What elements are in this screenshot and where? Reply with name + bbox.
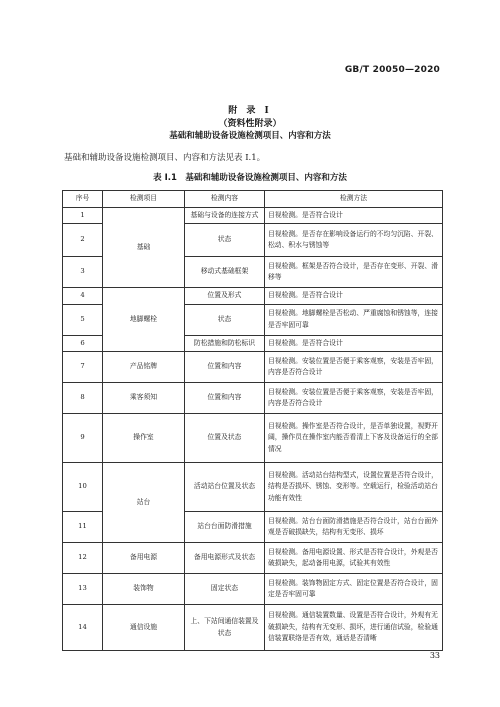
column-header-content: 检测内容 — [185, 191, 265, 208]
table-row — [63, 543, 443, 574]
row-method: 目视检测。备用电源设置、形式是否符合设计，外观是否破损缺失，起动备用电源，试验其有效性 — [265, 543, 443, 574]
page-number: 33 — [429, 651, 440, 660]
row-item: 地脚螺栓 — [103, 288, 185, 352]
row-item: 通信设施 — [103, 605, 185, 651]
inspection-table — [62, 190, 443, 651]
row-item: 装饰物 — [103, 574, 185, 605]
row-content: 活动站台位置及状态 — [185, 463, 265, 512]
row-method: 目视检测。安装位置是否便于乘客观察，安装是否牢固，内容是否符合设计 — [265, 352, 443, 383]
row-no: 8 — [63, 383, 103, 414]
row-no: 12 — [63, 543, 103, 574]
table-row — [63, 574, 443, 605]
standard-code: GB/T 20050—2020 — [344, 65, 440, 75]
row-no: 10 — [63, 463, 103, 512]
row-content: 备用电源形式及状态 — [185, 543, 265, 574]
row-content: 状态 — [185, 224, 265, 257]
row-no: 11 — [63, 512, 103, 543]
row-content: 位置和内容 — [185, 383, 265, 414]
row-no: 4 — [63, 288, 103, 305]
row-content: 固定状态 — [185, 574, 265, 605]
row-method: 目视检测。框架是否符合设计，是否存在变形、开裂、滑移等 — [265, 257, 443, 288]
row-item: 备用电源 — [103, 543, 185, 574]
column-header-method: 检测方法 — [265, 191, 443, 208]
column-header-item: 检测项目 — [103, 191, 185, 208]
row-content: 基础与设备的连接方式 — [185, 207, 265, 224]
appendix-subtitle: （资料性附录） — [218, 119, 282, 129]
row-content: 上、下站间通信装置及状态 — [185, 605, 265, 651]
row-no: 14 — [63, 605, 103, 651]
row-content: 站台台面防滑措施 — [185, 512, 265, 543]
row-no: 5 — [63, 304, 103, 335]
table-row — [63, 605, 443, 651]
row-method: 目视检测。是否存在影响设备运行的不均匀沉陷、开裂、松动、积水与锈蚀等 — [265, 224, 443, 257]
appendix-heading: 基础和辅助设备设施检测项目、内容和方法 — [169, 131, 331, 141]
row-content: 移动式基础框架 — [185, 257, 265, 288]
row-content: 防松措施和防松标识 — [185, 335, 265, 352]
row-item: 产品铭牌 — [103, 352, 185, 383]
table-row — [63, 352, 443, 383]
row-method: 目视检测。安装位置是否便于乘客观察，安装是否牢固，内容是否符合设计 — [265, 383, 443, 414]
row-no: 1 — [63, 207, 103, 224]
row-no: 9 — [63, 414, 103, 463]
row-content: 位置及状态 — [185, 414, 265, 463]
row-method: 目视检测。地脚螺栓是否松动、严重腐蚀和锈蚀等，连接是否牢固可靠 — [265, 304, 443, 335]
row-method: 目视检测。通信装置数量、设置是否符合设计，外观有无破损缺失，结构有无变形、损坏，进行通信试验，检验通信装置联络是否有效，通话是否清晰 — [265, 605, 443, 651]
row-item: 乘客须知 — [103, 383, 185, 414]
table-row — [63, 383, 443, 414]
table-caption: 表 I.1 基础和辅助设备设施检测项目、内容和方法 — [153, 173, 347, 183]
row-item: 操作室 — [103, 414, 185, 463]
table-header-row — [63, 191, 443, 208]
row-item: 站台 — [103, 463, 185, 543]
row-method: 目视检测。装饰物固定方式、固定位置是否符合设计，固定是否牢固可靠 — [265, 574, 443, 605]
row-no: 13 — [63, 574, 103, 605]
row-content: 位置和内容 — [185, 352, 265, 383]
row-method: 目视检测。是否符合设计 — [265, 335, 443, 352]
row-method: 目视检测。活动站台结构型式，设置位置是否符合设计，结构是否损坏、锈蚀、变形等。空载运行，检验活动站台功能有效性 — [265, 463, 443, 512]
row-content: 位置及形式 — [185, 288, 265, 305]
row-no: 3 — [63, 257, 103, 288]
table-row — [63, 207, 443, 224]
table-row — [63, 288, 443, 305]
row-no: 2 — [63, 224, 103, 257]
row-method: 目视检测。操作室是否符合设计，是否单独设置，视野开阔，操作员在操作室内能否看清上下客及设备运行的全部情况 — [265, 414, 443, 463]
row-method: 目视检测。站台台面防滑措施是否符合设计，站台台面外观是否破损缺失，结构有无变形、损坏 — [265, 512, 443, 543]
row-method: 目视检测。是否符合设计 — [265, 288, 443, 305]
row-method: 目视检测。是否符合设计 — [265, 207, 443, 224]
appendix-title: 附 录 I — [228, 106, 272, 116]
table-row — [63, 463, 443, 512]
row-no: 6 — [63, 335, 103, 352]
column-header-no: 序号 — [63, 191, 103, 208]
table-row — [63, 414, 443, 463]
row-item: 基础 — [103, 207, 185, 288]
row-no: 7 — [63, 352, 103, 383]
intro-paragraph: 基础和辅助设备设施检测项目、内容和方法见表 I.1。 — [64, 153, 266, 163]
row-content: 状态 — [185, 304, 265, 335]
